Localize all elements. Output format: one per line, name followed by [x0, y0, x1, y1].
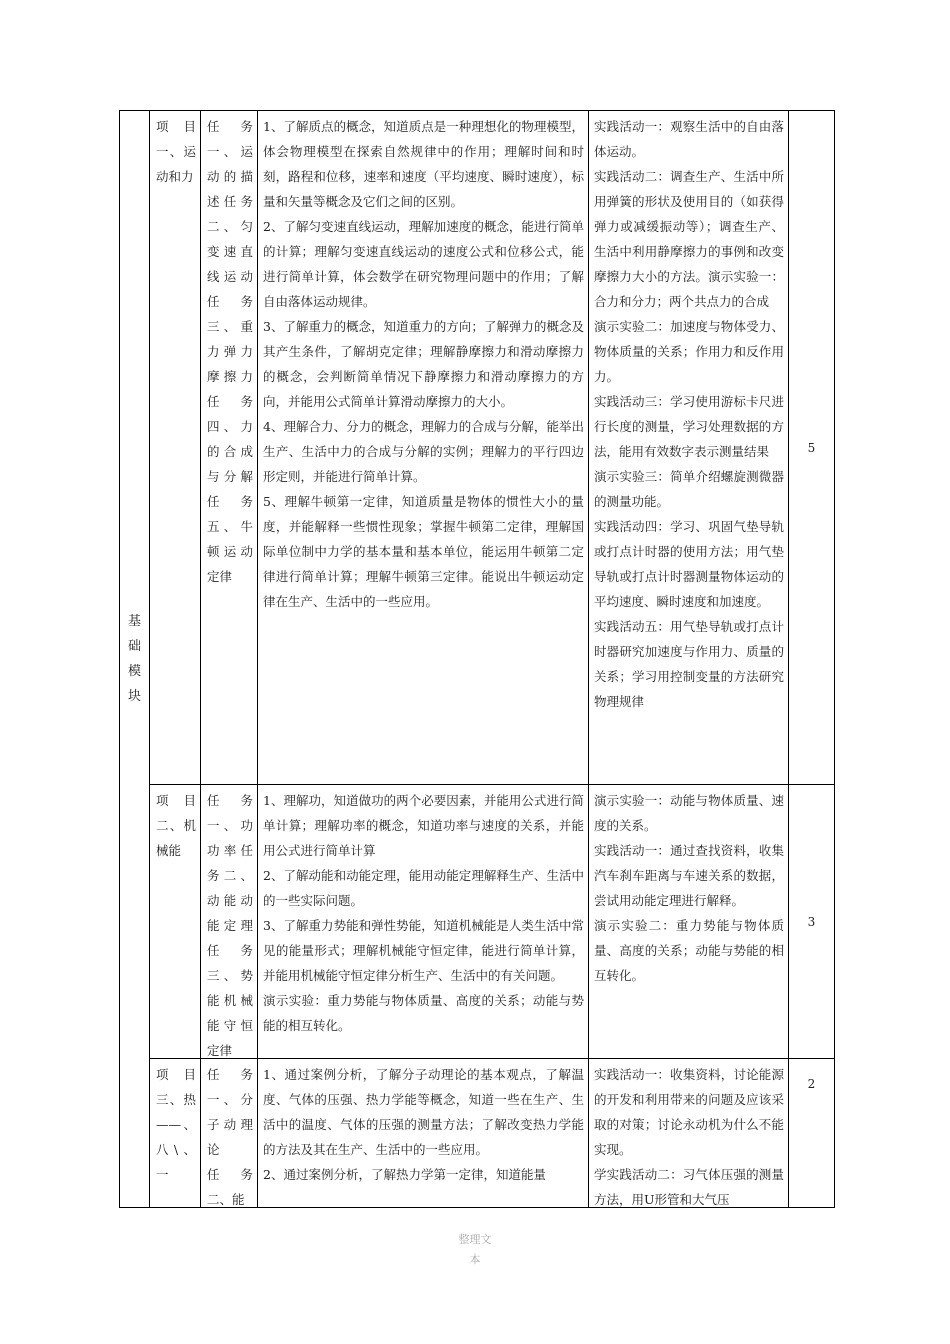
- activity-paragraph: 演示实验一：动能与物体质量、速度的关系。: [594, 793, 784, 833]
- content-paragraph: 3、了解重力的概念，知道重力的方向；了解弹力的概念及其产生条件，了解胡克定律；理解静摩擦力和滑动摩擦力的概念，会判断简单情况下静摩擦力和滑动摩擦力的方向，并能用公式简单计算滑动摩擦力的大小。: [263, 319, 584, 409]
- activity-paragraph: 实践活动三：学习使用游标卡尺进行长度的测量，学习处理数据的方法，能用有效数字表示测量结果: [594, 394, 784, 459]
- content-paragraph: 1、理解功，知道做功的两个必要因素，并能用公式进行简单计算；理解功率的概念，知道功率与速度的关系，并能用公式进行简单计算: [263, 793, 584, 858]
- project-name: 项目三、热——、八\、一: [156, 1067, 196, 1182]
- content-paragraph: 4、理解合力、分力的概念，理解力的合成与分解，能举出生产、生活中力的合成与分解的实例；理解力的平行四边形定则，并能进行简单计算。: [263, 419, 584, 484]
- project-name: 项目二、机械能: [156, 793, 196, 858]
- activity-paragraph: 实践活动一：通过查找资料，收集汽车刹车距离与车速关系的数据，尝试用动能定理进行解释。: [594, 843, 784, 908]
- activity-paragraph: 实践活动一：观察生活中的自由落体运动。: [594, 119, 784, 159]
- activity-paragraph: 实践活动二：调查生产、生活中所用弹簧的形状及使用目的（如获得弹力或减缓振动等）；调查生产、生活中利用静摩擦力的事例和改变摩擦力大小的方法。演示实验一：合力和分力；两个共点力的合成: [594, 169, 784, 309]
- activity-paragraph: 实践活动四：学习、巩固气垫导轨或打点计时器的使用方法；用气垫导轨或打点计时器测量物体运动的平均速度、瞬时速度和加速度。: [594, 519, 784, 609]
- module-char: 块: [127, 689, 141, 704]
- content-paragraph: 3、了解重力势能和弹性势能，知道机械能是人类生活中常见的能量形式；理解机械能守恒定律，能进行简单计算，并能用机械能守恒定律分析生产、生活中的有关问题。: [263, 918, 584, 983]
- activity-cell: [589, 785, 788, 1058]
- content-paragraph: 1、了解质点的概念，知道质点是一种理想化的物理模型，体会物理模型在探索自然规律中的作用；理解时间和时刻，路程和位移，速率和速度（平均速度、瞬时速度），标量和矢量等概念及它们之间的区别。: [263, 119, 584, 209]
- project-cell: [150, 785, 200, 1058]
- hours-value: 2: [807, 1077, 816, 1091]
- activity-paragraph: 演示实验二：重力势能与物体质量、高度的关系；动能与势能的相互转化。: [594, 918, 784, 983]
- module-char: 模: [127, 664, 141, 679]
- module-char: 础: [127, 639, 141, 654]
- curriculum-table: [119, 110, 835, 1208]
- activity-paragraph: 演示实验二：加速度与物体受力、物体质量的关系；作用力和反作用力。: [594, 319, 784, 384]
- activity-cell: [589, 111, 788, 784]
- content-paragraph: 2、了解匀变速直线运动，理解加速度的概念，能进行简单的计算；理解匀变速直线运动的速度公式和位移公式，能进行简单计算，体会数学在研究物理问题中的作用；了解自由落体运动规律。: [263, 219, 584, 309]
- project-cell: [150, 1059, 200, 1207]
- task-item: 任务二、能: [207, 1167, 253, 1207]
- footer-line: 本: [469, 1253, 481, 1266]
- task-list: 任务一、运动的描述任务二、匀变速直线运动任务三、重力弹力摩擦力任务四、力的合成与分解任务五、牛顿运动定律: [207, 119, 253, 584]
- page-footer: [440, 1230, 510, 1270]
- footer-line: 整理文: [458, 1233, 492, 1246]
- hours-value: 3: [807, 914, 816, 929]
- task-cell: [201, 111, 257, 784]
- content-paragraph: 5、理解牛顿第一定律，知道质量是物体的惯性大小的量度，并能解释一些惯性现象；掌握牛顿第二定律，理解国际单位制中力学的基本量和基本单位，能运用牛顿第二定律进行简单计算；理解牛顿第三定律。能说出牛顿运动定律在生产、生活中的一些应用。: [263, 494, 584, 609]
- task-cell: [201, 1059, 257, 1207]
- content-paragraph: 演示实验：重力势能与物体质量、高度的关系；动能与势能的相互转化。: [263, 993, 584, 1033]
- hours-cell: [789, 1059, 834, 1109]
- content-cell: [258, 785, 588, 1058]
- module-cell: [120, 111, 149, 1207]
- task-item: 任务一、分子动理论: [207, 1067, 253, 1157]
- content-paragraph: 1、通过案例分析，了解分子动理论的基本观点，了解温度、气体的压强、热力学能等概念，知道一些在生产、生活中的温度、气体的压强的测量方法；了解改变热力学能的方法及其在生产、生活中的一些应用。: [263, 1067, 584, 1157]
- activity-paragraph: 实践活动五：用气垫导轨或打点计时器研究加速度与作用力、质量的关系；学习用控制变量的方法研究物理规律: [594, 619, 784, 709]
- activity-paragraph: 实践活动一：收集资料，讨论能源的开发和利用带来的问题及应该采取的对策；讨论永动机为什么不能实现。: [594, 1067, 784, 1157]
- hours-value: 5: [807, 440, 816, 455]
- content-cell: [258, 1059, 588, 1207]
- activity-paragraph: 学实践活动二：习气体压强的测量方法，用U形管和大气压: [594, 1167, 784, 1207]
- hours-cell: [789, 111, 834, 784]
- project-name: 项目一、运动和力: [156, 119, 196, 184]
- hours-cell: [789, 785, 834, 1058]
- content-paragraph: 2、通过案例分析，了解热力学第一定律，知道能量: [263, 1167, 546, 1182]
- content-paragraph: 2、了解动能和动能定理，能用动能定理解释生产、生活中的一些实际问题。: [263, 868, 584, 908]
- content-cell: [258, 111, 588, 784]
- activity-cell: [589, 1059, 788, 1207]
- activity-paragraph: 演示实验三：简单介绍螺旋测微器的测量功能。: [594, 469, 784, 509]
- module-char: 基: [127, 614, 141, 629]
- project-cell: [150, 111, 200, 784]
- task-cell: [201, 785, 257, 1058]
- task-list: 任务一、功功率任务二、动能动能定理任务三、势能机械能守恒定律: [207, 793, 253, 1058]
